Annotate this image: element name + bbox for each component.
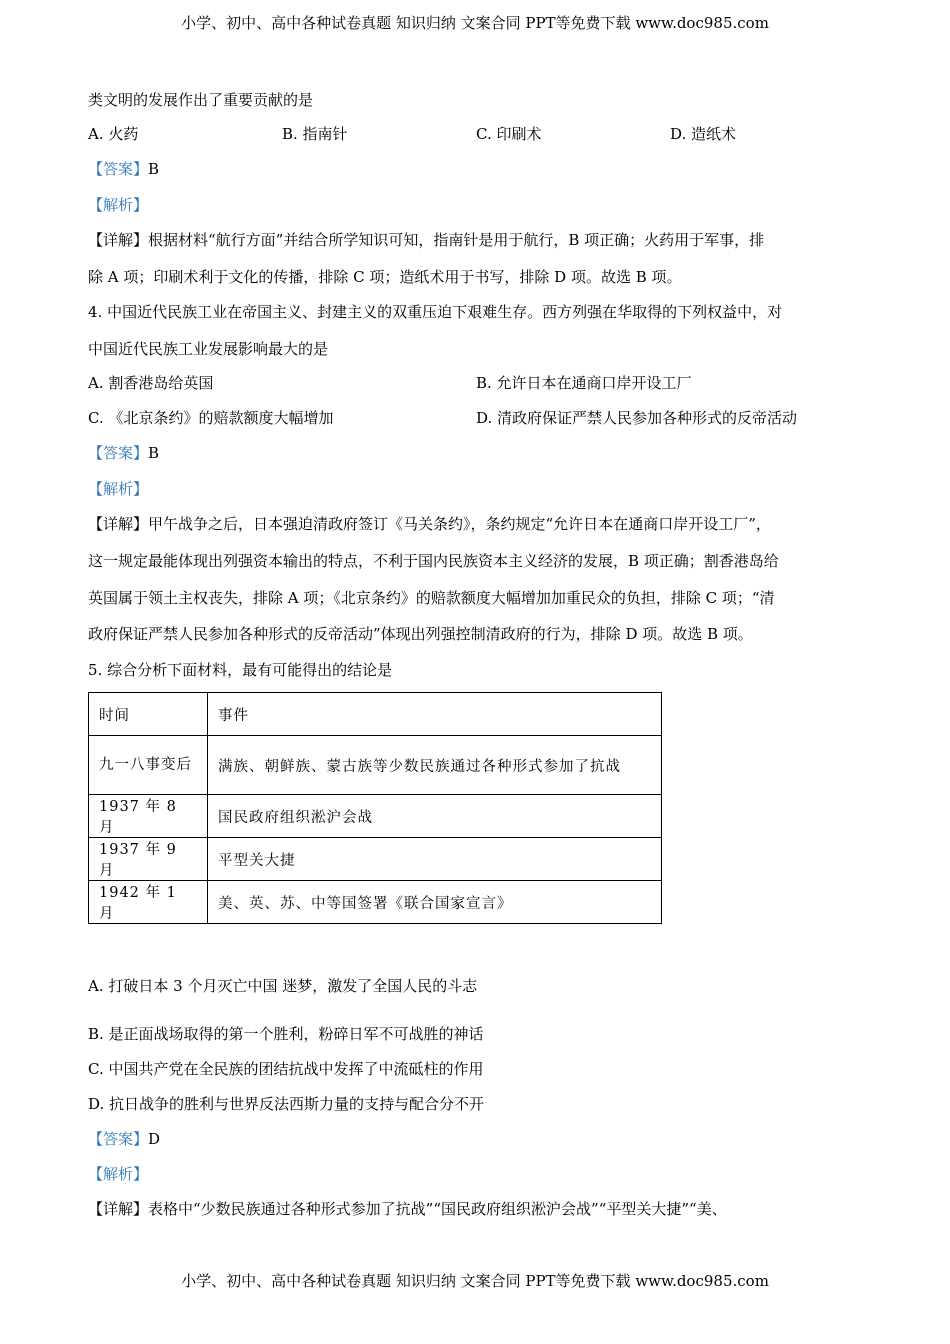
page-footer: 小学、初中、高中各种试卷真题 知识归纳 文案合同 PPT等免费下载 www.doc985.com: [181, 1272, 769, 1290]
q5-answer: [88, 1129, 160, 1149]
q4-detail-line3: 英国属于领土主权丧失，排除 A 项；《北京条约》的赔款额度大幅增加加重民众的负担，排除 C 项；“清: [88, 589, 775, 607]
q3-answer: [88, 159, 159, 179]
table-cell: 满族、朝鲜族、蒙古族等少数民族通过各种形式参加了抗战: [208, 736, 662, 795]
answer-value: B: [148, 160, 160, 178]
q4-answer: [88, 443, 159, 463]
q5-option-c: C. 中国共产党在全民族的团结抗战中发挥了中流砥柱的作用: [88, 1060, 484, 1078]
table-cell: 1942 年 1 月: [89, 881, 208, 924]
q3-detail-line2: 除 A 项；印刷术利于文化的传播，排除 C 项；造纸术用于书写，排除 D 项。故选 B 项。: [88, 268, 682, 286]
table-row: [89, 795, 662, 838]
detail-tag: 【详解】: [88, 231, 149, 249]
table-row: [89, 881, 662, 924]
table-header-cell: 时间: [89, 693, 208, 736]
table-row: [89, 838, 662, 881]
table-cell: 九一八事变后: [89, 736, 208, 795]
q5-option-d: D. 抗日战争的胜利与世界反法西斯力量的支持与配合分不开: [88, 1095, 485, 1113]
table-row: [89, 736, 662, 795]
q3-option-a: A. 火药: [88, 125, 139, 143]
table-header-row: [89, 693, 662, 736]
detail-tag: 【详解】: [88, 515, 149, 533]
q4-stem-line1: 4. 中国近代民族工业在帝国主义、封建主义的双重压迫下艰难生存。西方列强在华取得的下列权益中，对: [88, 303, 783, 321]
q5-option-a: A. 打破日本 3 个月灭亡中国 迷梦，激发了全国人民的斗志: [88, 977, 478, 995]
table-header-cell: 事件: [208, 693, 662, 736]
q5-option-b: B. 是正面战场取得的第一个胜利，粉碎日军不可战胜的神话: [88, 1025, 484, 1043]
answer-tag: 【答案】: [88, 160, 149, 178]
q5-detail-line1: 【详解】表格中“少数民族通过各种形式参加了抗战”“国民政府组织淞沪会战”“平型关大捷”“美、: [88, 1200, 727, 1218]
table-cell: 美、英、苏、中等国签署《联合国家宣言》: [208, 881, 662, 924]
q4-analysis-tag: 【解析】: [88, 480, 149, 498]
q3-detail-line1: 【详解】根据材料“航行方面”并结合所学知识可知，指南针是用于航行，B 项正确；火药用于军事，排: [88, 231, 765, 249]
table-cell: 平型关大捷: [208, 838, 662, 881]
q5-stem: 5. 综合分析下面材料，最有可能得出的结论是: [88, 661, 393, 679]
table-cell: 1937 年 8 月: [89, 795, 208, 838]
q3-option-c: C. 印刷术: [476, 125, 542, 143]
answer-value: D: [148, 1130, 161, 1148]
q4-stem-line2: 中国近代民族工业发展影响最大的是: [88, 340, 329, 358]
q4-option-c: C. 《北京条约》的赔款额度大幅增加: [88, 409, 334, 427]
table-cell: 1937 年 9 月: [89, 838, 208, 881]
q4-detail-line2: 这一规定最能体现出列强资本输出的特点，不利于国内民族资本主义经济的发展，B 项正确；割香港岛给: [88, 552, 779, 570]
detail-tag: 【详解】: [88, 1200, 149, 1218]
q4-detail-line1: 【详解】甲午战争之后，日本强迫清政府签订《马关条约》，条约规定“允许日本在通商口岸开设工厂”，: [88, 515, 771, 533]
q5-analysis-tag: 【解析】: [88, 1165, 149, 1183]
answer-tag: 【答案】: [88, 444, 149, 462]
events-table: [88, 692, 662, 924]
q3-option-b: B. 指南针: [282, 125, 348, 143]
q4-option-b: B. 允许日本在通商口岸开设工厂: [476, 374, 692, 392]
answer-tag: 【答案】: [88, 1130, 149, 1148]
q4-option-a: A. 割香港岛给英国: [88, 374, 214, 392]
q3-option-d: D. 造纸术: [670, 125, 737, 143]
answer-value: B: [148, 444, 160, 462]
table-cell: 国民政府组织淞沪会战: [208, 795, 662, 838]
q3-stem-tail: 类文明的发展作出了重要贡献的是: [88, 91, 314, 109]
q3-analysis-tag: 【解析】: [88, 196, 149, 214]
page-header: 小学、初中、高中各种试卷真题 知识归纳 文案合同 PPT等免费下载 www.doc985.com: [181, 14, 769, 32]
q4-option-d: D. 清政府保证严禁人民参加各种形式的反帝活动: [476, 409, 798, 427]
q4-detail-line4: 政府保证严禁人民参加各种形式的反帝活动”体现出列强控制清政府的行为，排除 D 项。故选 B 项。: [88, 625, 753, 643]
